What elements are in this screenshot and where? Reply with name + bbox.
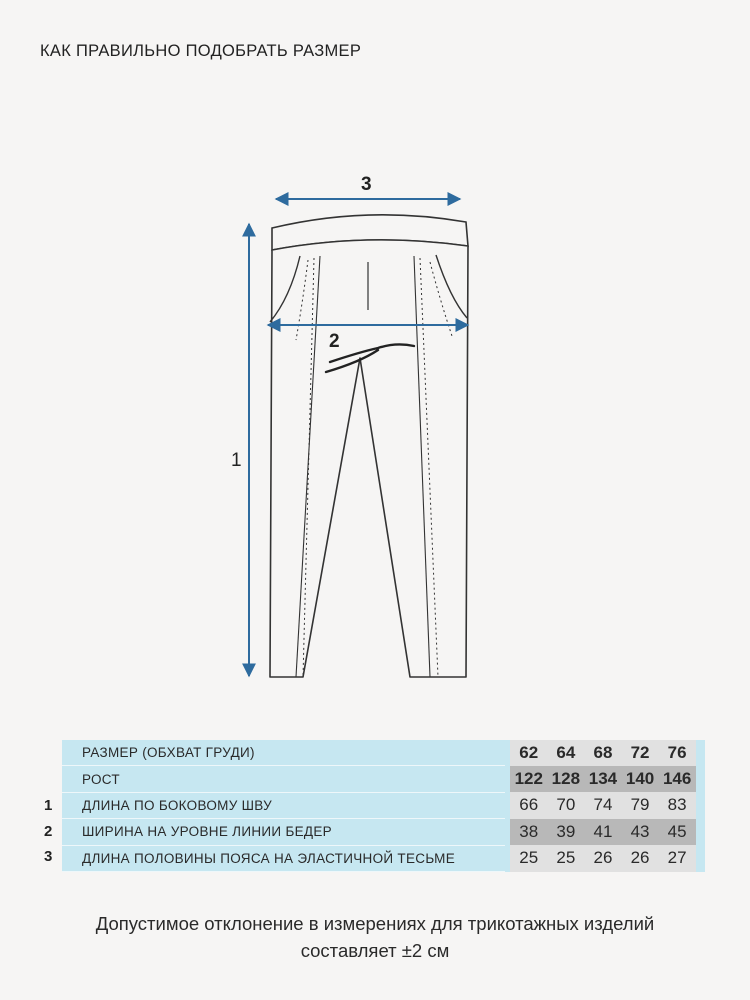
table-cell: 72 [622, 740, 659, 766]
table-cell: 70 [547, 792, 584, 818]
row-number-2: 2 [44, 823, 53, 840]
table-cell: 134 [584, 766, 621, 792]
table-cell: 76 [659, 740, 696, 766]
label-3: 3 [361, 174, 372, 195]
table-cell: 27 [659, 845, 696, 871]
footnote [0, 910, 750, 964]
table-cell: 64 [547, 740, 584, 766]
table-cell: 68 [584, 740, 621, 766]
label-1: 1 [231, 450, 242, 471]
table-cell: 128 [547, 766, 584, 792]
table-cell: 62 [510, 740, 547, 766]
table-row [62, 740, 705, 766]
table-cell: 146 [659, 766, 696, 792]
table-cell: 66 [510, 792, 547, 818]
table-cell: 26 [622, 845, 659, 871]
table-row [62, 845, 705, 871]
page-title: КАК ПРАВИЛЬНО ПОДОБРАТЬ РАЗМЕР [40, 42, 362, 60]
label-2: 2 [329, 331, 340, 352]
table-cell: 39 [547, 819, 584, 845]
size-table [62, 740, 705, 872]
table-cell: 74 [584, 792, 621, 818]
row-number-1: 1 [44, 797, 53, 814]
row-label: ШИРИНА НА УРОВНЕ ЛИНИИ БЕДЕР [62, 819, 505, 845]
table-row [62, 792, 705, 818]
footnote-line-2: составляет ±2 см [300, 940, 450, 961]
table-cell: 38 [510, 819, 547, 845]
table-cell: 26 [584, 845, 621, 871]
table-row [62, 819, 705, 845]
table-cell: 25 [510, 845, 547, 871]
table-cell: 79 [622, 792, 659, 818]
table-cell: 122 [510, 766, 547, 792]
table-cell: 25 [547, 845, 584, 871]
row-label: РОСТ [62, 766, 505, 792]
footnote-line-1: Допустимое отклонение в измерениях для трикотажных изделий [95, 913, 655, 934]
table-cell: 43 [622, 819, 659, 845]
table-cell: 41 [584, 819, 621, 845]
row-label: ДЛИНА ПОЛОВИНЫ ПОЯСА НА ЭЛАСТИЧНОЙ ТЕСЬМЕ [62, 845, 505, 871]
table-cell: 140 [622, 766, 659, 792]
row-label: ДЛИНА ПО БОКОВОМУ ШВУ [62, 792, 505, 818]
table-cell: 45 [659, 819, 696, 845]
row-label: РАЗМЕР (ОБХВАТ ГРУДИ) [62, 740, 505, 766]
table-row [62, 766, 705, 792]
row-number-3: 3 [44, 848, 53, 865]
table-cell: 83 [659, 792, 696, 818]
